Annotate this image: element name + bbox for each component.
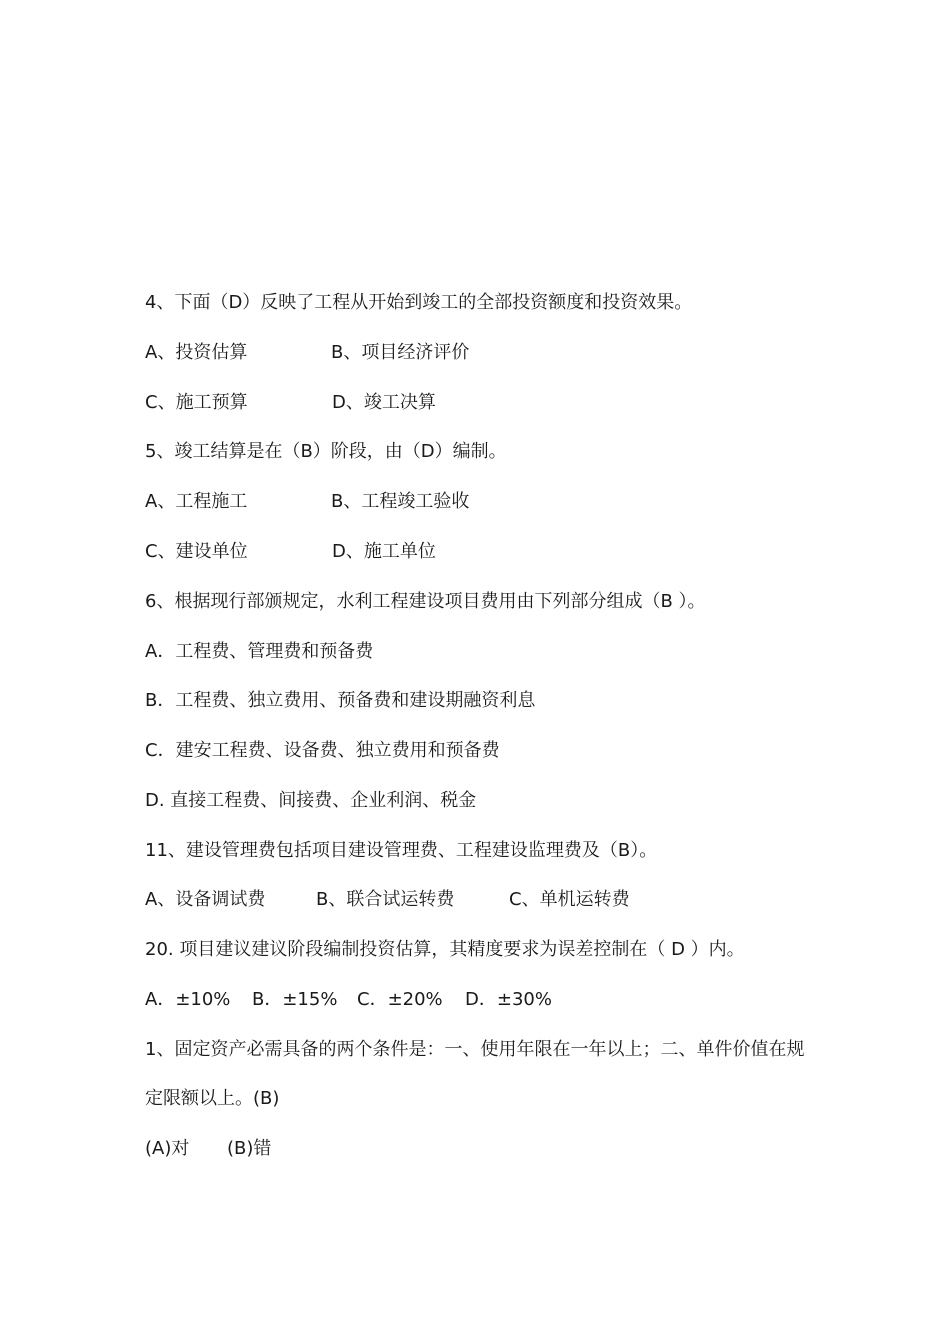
question-11-options-row xyxy=(145,888,845,912)
question-20-option-a: A．±10% xyxy=(145,989,231,1010)
question-4-option-d: D、竣工决算 xyxy=(332,392,436,413)
question-5-option-c: C、建设单位 xyxy=(145,541,248,562)
question-6-option-b: B．工程费、独立费用、预备费和建设期融资利息 xyxy=(145,690,536,711)
question-5-option-d: D、施工单位 xyxy=(332,541,436,562)
tf-question-1-stem-line-2: 定限额以上。(B) xyxy=(145,1088,280,1109)
question-6-option-a: A．工程费、管理费和预备费 xyxy=(145,641,374,662)
question-11-option-b: B、联合试运转费 xyxy=(316,889,455,910)
tf-question-1-option-a: (A)对 xyxy=(145,1138,190,1159)
question-5-option-a: A、工程施工 xyxy=(145,491,248,512)
question-4-stem: 4、下面（D）反映了工程从开始到竣工的全部投资额度和投资效果。 xyxy=(145,292,693,313)
tf-question-1-option-b: (B)错 xyxy=(227,1138,272,1159)
question-20-stem: 20. 项目建议建议阶段编制投资估算，其精度要求为误差控制在（ D ）内。 xyxy=(145,939,745,960)
question-5-stem: 5、竣工结算是在（B）阶段，由（D）编制。 xyxy=(145,441,507,462)
question-5-options-row-2 xyxy=(145,540,845,564)
question-4-option-b: B、项目经济评价 xyxy=(331,342,470,363)
tf-question-1-options-row xyxy=(145,1137,845,1161)
question-4-options-row-1 xyxy=(145,341,845,365)
question-11-stem: 11、建设管理费包括项目建设管理费、工程建设监理费及（B）。 xyxy=(145,840,658,861)
question-11-option-c: C、单机运转费 xyxy=(509,889,630,910)
question-20-option-d: D．±30% xyxy=(465,989,552,1010)
question-4-options-row-2 xyxy=(145,391,845,415)
question-6-option-c: C．建安工程费、设备费、独立费用和预备费 xyxy=(145,740,500,761)
question-4-option-c: C、施工预算 xyxy=(145,392,248,413)
question-20-option-c: C．±20% xyxy=(357,989,443,1010)
question-4-option-a: A、投资估算 xyxy=(145,342,248,363)
question-6-stem: 6、根据现行部颁规定，水利工程建设项目费用由下列部分组成（B ）。 xyxy=(145,591,706,612)
tf-question-1-stem-line-1: 1、固定资产必需具备的两个条件是：一、使用年限在一年以上；二、单件价值在规 xyxy=(145,1039,805,1060)
question-20-option-b: B．±15% xyxy=(252,989,338,1010)
question-11-option-a: A、设备调试费 xyxy=(145,889,266,910)
question-20-options-row xyxy=(145,988,845,1012)
question-6-option-d: D. 直接工程费、间接费、企业利润、税金 xyxy=(145,790,477,811)
question-5-options-row-1 xyxy=(145,490,845,514)
question-5-option-b: B、工程竣工验收 xyxy=(331,491,470,512)
